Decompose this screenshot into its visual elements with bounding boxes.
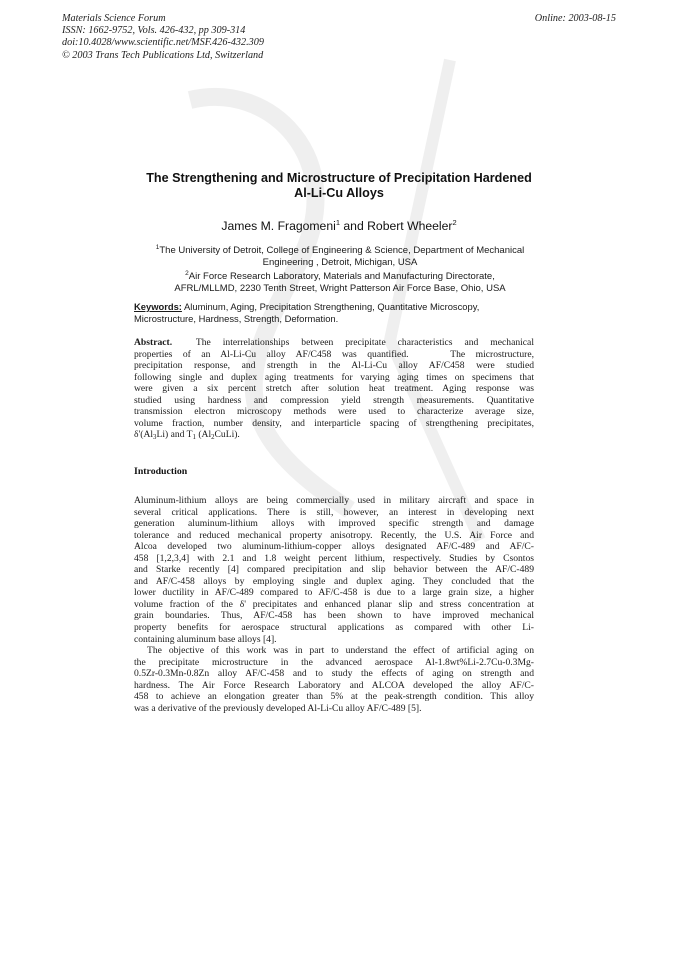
keywords-text-1: Aluminum, Aging, Precipitation Strengthening, Quantitative Microscopy, bbox=[181, 301, 480, 312]
keywords-label: Keywords: bbox=[134, 301, 182, 312]
intro-p2-line: The objective of this work was in part to understand the effect of artificial aging on bbox=[147, 645, 534, 657]
affil-1-text: The University of Detroit, College of Engineering & Science, Department of Mechanical bbox=[159, 245, 525, 256]
intro-p1-line: tolerance and reduced mechanical property anisotropy. Recently, the U.S. Air Force and bbox=[134, 529, 534, 541]
author-1: James M. Fragomeni bbox=[221, 219, 336, 233]
abstract bbox=[134, 337, 534, 441]
abstract-l9-sub-1: 3 bbox=[153, 434, 157, 442]
affiliation-2-line-2: AFRL/MLLMD, 2230 Tenth Street, Wright Patterson Air Force Base, Ohio, USA bbox=[174, 282, 506, 294]
abstract-l9-part-a: δ'(Al bbox=[134, 429, 154, 441]
abstract-line-4: following single and duplex aging treatments for varying aging times on specimens that bbox=[134, 371, 534, 383]
affil-2-mark: 2 bbox=[185, 270, 189, 278]
intro-p1-line: lower ductility in AF/C-489 compared to AF/C-458 is due to a large grain size, a higher bbox=[134, 587, 534, 599]
doi-line[interactable]: doi:10.4028/www.scientific.net/MSF.426-432.309 bbox=[62, 37, 264, 49]
abstract-line-8: volume fraction, number density, and interparticle spacing of strengthening precipitates, bbox=[134, 417, 534, 429]
author-2: Robert Wheeler bbox=[367, 219, 453, 233]
intro-p1-line: containing aluminum base alloys [4]. bbox=[134, 633, 277, 645]
abstract-line-3: precipitation response, and strength in the Al-Li-Cu alloy AF/C458 were studied bbox=[134, 360, 534, 372]
title-line-1: The Strengthening and Microstructure of Precipitation Hardened bbox=[146, 171, 532, 185]
keywords bbox=[134, 301, 546, 326]
affil-1-mark: 1 bbox=[155, 244, 160, 251]
introduction-body bbox=[134, 495, 534, 714]
abstract-l9-part-c: (Al bbox=[195, 429, 212, 441]
intro-p2-line: 0.5Zr-0.3Mn-0.8Zn alloy AF/C-458 and to study the effects of aging on strength and bbox=[134, 668, 534, 680]
intro-p1-line: volume fraction of the δ' precipitates and enhanced planar slip and stress concentration at bbox=[134, 598, 534, 610]
affiliation-2-line-1 bbox=[124, 268, 556, 283]
abstract-l9-part-d: CuLi). bbox=[214, 429, 240, 441]
intro-p2-line: the precipitate microstructure in the advanced aerospace Al-1.8wt%Li-2.7Cu-0.3Mg- bbox=[134, 656, 534, 668]
affiliation-1-line-2: Engineering , Detroit, Michigan, USA bbox=[262, 256, 418, 268]
abstract-l9-part-b: Li) and T bbox=[156, 429, 193, 441]
intro-p1-line: property benefits for aerospace structural applications as compared with other Li- bbox=[134, 622, 534, 634]
intro-p2-line: was a derivative of the previously developed Al-Li-Cu alloy AF/C-489 [5]. bbox=[134, 702, 422, 714]
title-line-2: Al-Li-Cu Alloys bbox=[294, 186, 384, 200]
paper-title bbox=[120, 171, 558, 201]
abstract-line-9 bbox=[134, 429, 534, 441]
abstract-l9-sub-3: 2 bbox=[211, 434, 215, 442]
intro-p1-line: Aluminum-lithium alloys are being commercially used in military aircraft and space in bbox=[134, 495, 534, 506]
section-heading-introduction: Introduction bbox=[134, 466, 188, 477]
author-list bbox=[120, 215, 558, 234]
abstract-line-7: transmission electron microscopy methods were used to characterize average size, bbox=[134, 406, 534, 418]
intro-p1-line: several critical applications. There is still, however, an interest in developing next bbox=[134, 506, 534, 518]
intro-p1-line: generation aluminum-lithium alloys with improved specific strength and damage bbox=[134, 518, 534, 530]
issn-line: ISSN: 1662-9752, Vols. 426-432, pp 309-314 bbox=[62, 25, 246, 37]
abstract-label: Abstract. bbox=[134, 337, 173, 348]
intro-p1-line: and Starke recently [4] compared precipitation and slip behavior between the AF/C-489 bbox=[134, 564, 534, 576]
author-1-affil-mark: 1 bbox=[335, 218, 340, 227]
abstract-line-5: were given a six percent stretch after solution heat treatment. Aging response was bbox=[134, 383, 534, 395]
intro-p1-line: Alcoa developed two aluminum-lithium-copper alloys designated AF/C-489 and AF/C- bbox=[134, 541, 534, 553]
keywords-line-1 bbox=[134, 301, 546, 313]
intro-p1-line: 458 [1,2,3,4] with 2.1 and 1.8 weight percent lithium, respectively. Studies by Csontos bbox=[134, 552, 534, 564]
intro-p2-line: 458 to achieve an elongation greater than 5% at the peak-strength condition. This alloy bbox=[134, 691, 534, 703]
author-2-affil-mark: 2 bbox=[452, 218, 457, 227]
abstract-line-1-text: The interrelationships between precipitate characteristics and mechanical bbox=[172, 337, 534, 348]
affiliation-1-line-1 bbox=[124, 242, 556, 257]
intro-p2-line: hardness. The Air Force Research Laboratory and ALCOA developed the alloy AF/C- bbox=[134, 679, 534, 691]
intro-p1-line: grain boundaries. Thus, AF/C-458 has been shown to have improved mechanical bbox=[134, 610, 534, 622]
author-conjunction: and bbox=[340, 219, 368, 233]
journal-name: Materials Science Forum bbox=[62, 13, 166, 24]
affil-2-text: Air Force Research Laboratory, Materials and Manufacturing Directorate, bbox=[188, 271, 495, 283]
abstract-l9-sub-2: 1 bbox=[192, 434, 196, 442]
keywords-line-2: Microstructure, Hardness, Strength, Deformation. bbox=[134, 313, 339, 325]
intro-p1-line: and AF/C-458 alloys by employing single and duplex aging. They concluded that the bbox=[134, 575, 534, 587]
affiliations bbox=[124, 242, 556, 294]
abstract-line-1 bbox=[134, 337, 534, 349]
background-watermark bbox=[150, 40, 530, 560]
journal-header bbox=[62, 13, 264, 62]
copyright-line: © 2003 Trans Tech Publications Ltd, Switzerland bbox=[62, 49, 264, 61]
online-date: Online: 2003-08-15 bbox=[534, 13, 616, 24]
abstract-line-2: properties of an Al-Li-Cu alloy AF/C458 was quantified. The microstructure, bbox=[134, 348, 534, 360]
abstract-line-6: studied using hardness and compression yield strength measurements. Quantitative bbox=[134, 394, 534, 406]
